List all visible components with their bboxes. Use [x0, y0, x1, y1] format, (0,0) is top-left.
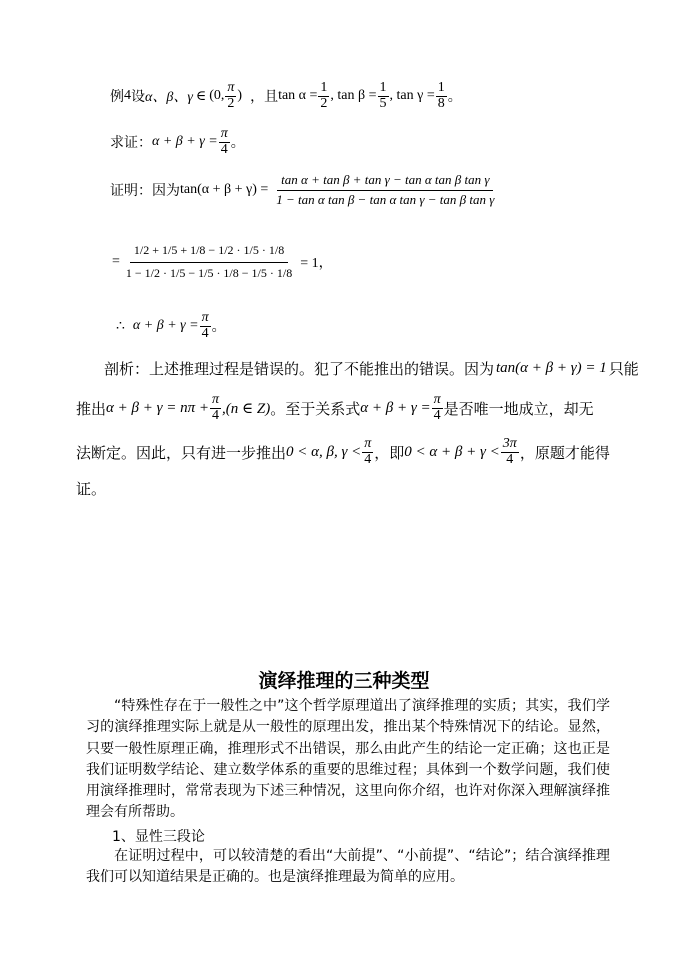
analysis-math: 0 < α + β + γ <: [404, 443, 500, 460]
example-interval-open: (0,: [209, 88, 225, 103]
tan-alpha: tan α =: [278, 88, 318, 103]
denominator: 4: [433, 407, 441, 423]
numerator: 3π: [502, 435, 517, 451]
analysis-math: tan(α + β + γ) = 1: [496, 359, 607, 376]
analysis-line-2: [76, 388, 594, 428]
example-end: 。: [447, 89, 462, 105]
numerator: 1: [437, 79, 445, 95]
one-fifth: [378, 81, 389, 111]
calc-numerator: 1/2 + 1/5 + 1/8 − 1/2 · 1/5 · 1/8: [130, 244, 288, 262]
denominator: 4: [201, 325, 209, 341]
example-vars: α、β、γ: [145, 90, 193, 105]
three-pi-over-4: [501, 437, 519, 467]
example-in: ∈: [195, 88, 207, 104]
prove-lhs: α + β + γ =: [152, 134, 218, 149]
analysis-line-1: [104, 352, 639, 384]
numerator: π: [212, 391, 220, 407]
analysis-line-4: 证。: [76, 480, 107, 498]
calc-result: = 1，: [300, 256, 333, 271]
section-title: 演绎推理的三种类型: [258, 670, 430, 692]
pi-over-4: [219, 127, 230, 157]
calc-fraction: [122, 244, 296, 279]
analysis-math: 0 < α, β, γ <: [286, 443, 362, 460]
example-and: ，且: [250, 89, 279, 105]
analysis-text: 。至于关系式: [270, 399, 361, 418]
pi-numerator: π: [227, 79, 235, 95]
example-line: [110, 76, 462, 116]
prove-line: [110, 122, 245, 162]
proof-lhs: tan(α + β + γ) =: [180, 182, 269, 197]
denominator: 5: [379, 95, 387, 111]
numerator: π: [220, 125, 228, 141]
formula-numerator: tan α + tan β + tan γ − tan α tan β tan γ: [277, 173, 493, 190]
analysis-text: 是否唯一地成立，却无: [443, 399, 594, 418]
pi-over-2: [225, 81, 236, 111]
therefore-symbol: ∴: [116, 318, 125, 334]
analysis-text: ，原题才能得: [519, 443, 610, 462]
proof-line: [110, 168, 498, 212]
formula-denominator: 1 − tan α tan β − tan α tan γ − tan β tan γ: [276, 191, 495, 207]
denominator: 4: [220, 141, 228, 157]
conclusion-line: [116, 306, 226, 346]
item-text: 在证明过程中，可以较清楚的看出“大前提”、“小前提”、“结论”；结合演绎推理我们可以知道结果是正确的。也是演绎推理最为简单的应用。: [86, 848, 610, 886]
section-paragraph: [86, 696, 610, 824]
analysis-text: 只能: [608, 359, 639, 378]
numerator: 1: [379, 79, 387, 95]
one-half: [318, 81, 329, 111]
tan-sum-formula: [272, 173, 498, 207]
denominator: 8: [437, 95, 445, 111]
numerator: π: [364, 435, 372, 451]
analysis-text: 推出: [76, 399, 107, 418]
numerator: π: [433, 391, 441, 407]
list-item-1-title: 1、显性三段论: [112, 829, 205, 845]
one-eighth: [436, 81, 447, 111]
denominator: 4: [364, 451, 372, 467]
denominator: 2: [320, 95, 328, 111]
analysis-text: ，即: [374, 443, 405, 462]
proof-label: 证明：因为: [110, 183, 180, 199]
analysis-line-3: [76, 432, 610, 472]
denominator: 4: [212, 407, 220, 423]
analysis-text: 剖析：上述推理过程是错误的。犯了不能推出的错误。因为: [104, 359, 495, 378]
conclusion-lhs: α + β + γ =: [132, 318, 199, 333]
calculation: [112, 222, 333, 302]
pi-over-4: [200, 311, 211, 341]
example-label: 例: [110, 89, 124, 105]
analysis-text: 法断定。因此，只有进一步推出: [76, 443, 287, 462]
numerator: π: [201, 309, 209, 325]
paragraph-text: “特殊性存在于一般性之中”这个哲学原理道出了演绎推理的实质；其实，我们学习的演绎推理实际上就是从一般性的原理出发，推出某个特殊情况下的结论。显然，只要一般性原理正确，推理形式不出错误，那么由此产生的结论一定正确；这也正是我们证明数学结论、建立数学体系的重要的思维过程；具体到一个数学问题，我们使用演绎推理时，常常表现为下述三种情况，这里向你介绍，也许对你深入理解演绎推理会有所帮助。: [86, 698, 610, 821]
analysis-math: ,(n ∈ Z): [222, 400, 271, 417]
prove-label: 求证：: [110, 135, 152, 151]
tan-beta: , tan β =: [330, 88, 377, 103]
calc-eq: =: [112, 254, 120, 269]
analysis-math: α + β + γ =: [360, 399, 431, 416]
list-item-1-text: [86, 846, 610, 889]
tan-gamma: , tan γ =: [389, 88, 435, 103]
two-denominator: 2: [227, 95, 235, 111]
conclusion-end: 。: [211, 319, 226, 335]
analysis-math: α + β + γ = nπ +: [106, 399, 210, 416]
calc-denominator: 1 − 1/2 · 1/5 − 1/5 · 1/8 − 1/5 · 1/8: [125, 265, 293, 280]
pi-over-4: [432, 393, 443, 423]
prove-end: 。: [230, 135, 245, 151]
example-number: 4: [124, 88, 131, 103]
denominator: 4: [506, 451, 514, 467]
numerator: 1: [320, 79, 328, 95]
example-set: 设: [131, 89, 145, 105]
example-interval-close: ): [237, 88, 243, 103]
pi-over-4: [210, 393, 221, 423]
pi-over-4: [362, 437, 373, 467]
